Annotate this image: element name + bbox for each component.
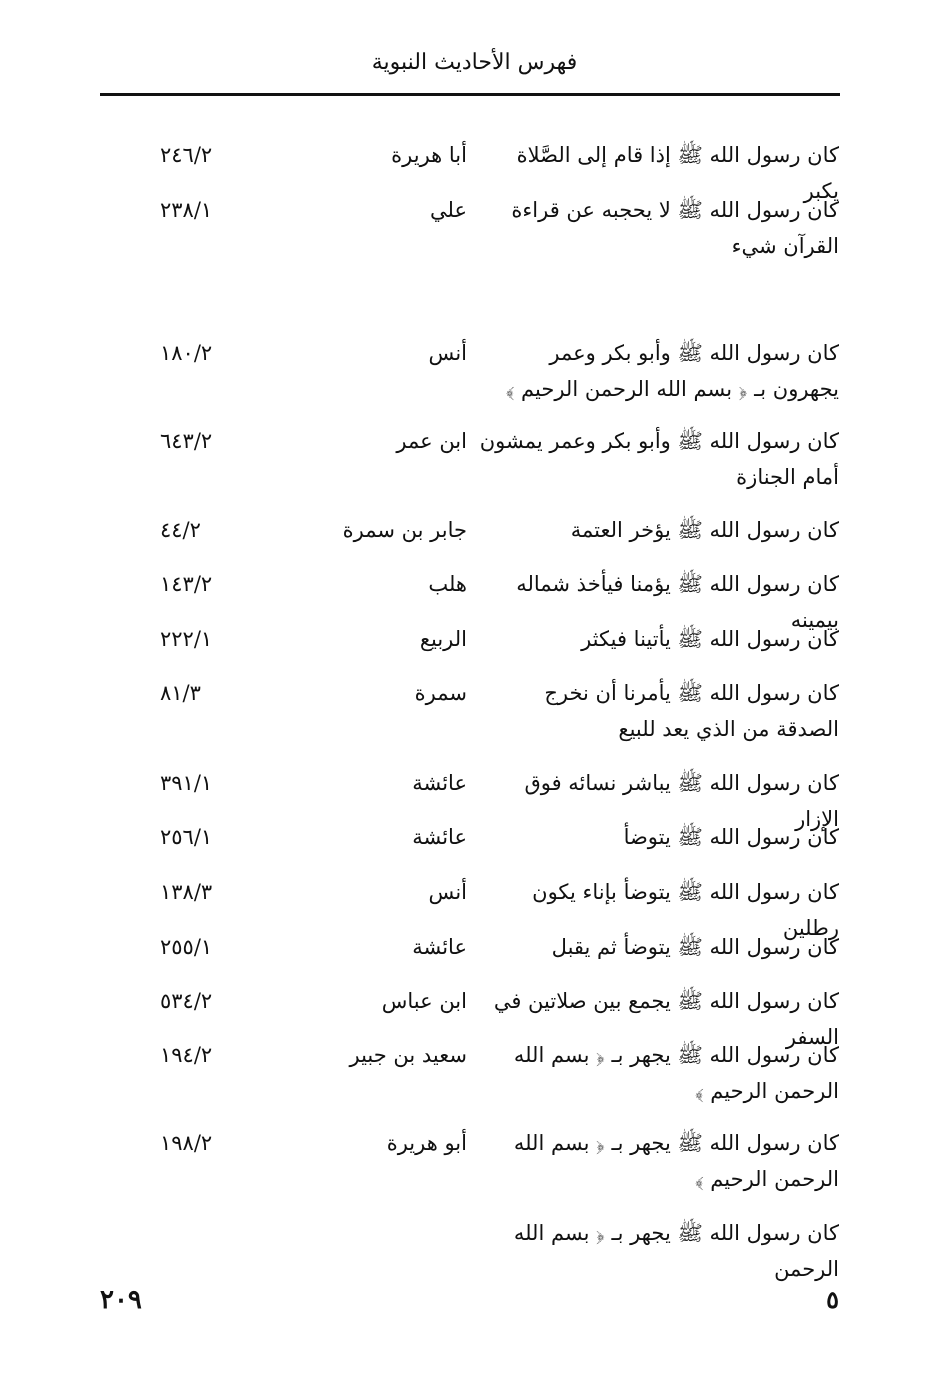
volume-page-ref: ١٨٠/٢ bbox=[160, 341, 213, 365]
hadith-text: كان رسول الله ﷺ يباشر نسائه فوق الإزار bbox=[524, 771, 839, 831]
volume-page-ref: ٢٣٨/١ bbox=[160, 198, 213, 222]
hadith-text: كان رسول الله ﷺ يتوضأ bbox=[623, 825, 839, 849]
narrator: سمرة bbox=[414, 681, 467, 705]
index-entry bbox=[0, 192, 949, 272]
page-number: ٢٠٩ bbox=[100, 1285, 142, 1315]
hadith-text: كان رسول الله ﷺ يؤخر العتمة bbox=[570, 518, 839, 542]
volume-page-ref: ٤٤/٢ bbox=[160, 518, 201, 542]
volume-page-ref: ٢٤٦/٢ bbox=[160, 143, 213, 167]
hadith-text: كان رسول الله ﷺ يجمع بين صلاتين في السفر bbox=[493, 989, 839, 1049]
volume-page-ref: ٨١/٣ bbox=[160, 681, 201, 705]
hadith-text: كان رسول الله ﷺ يجهر بـ ﴿ بسم الله الرحمن الرحيم ﴾ bbox=[513, 1043, 839, 1103]
index-entry bbox=[0, 1215, 949, 1295]
hadith-text: كان رسول الله ﷺ وأبو بكر وعمر يمشون أمام الجنازة bbox=[479, 429, 839, 489]
narrator: أبا هريرة bbox=[391, 143, 467, 167]
narrator: أنس bbox=[428, 880, 467, 904]
hadith-text: كان رسول الله ﷺ وأبو بكر وعمر يجهرون بـ ﴿ بسم الله الرحمن الرحيم ﴾ bbox=[505, 341, 839, 401]
hadith-text: كان رسول الله ﷺ يؤمنا فيأخذ شماله بيمينه bbox=[516, 572, 839, 632]
volume-page-ref: ١٩٤/٢ bbox=[160, 1043, 213, 1067]
index-entry bbox=[0, 423, 949, 503]
index-entry bbox=[0, 1125, 949, 1205]
narrator: عائشة bbox=[412, 825, 467, 849]
index-entry bbox=[0, 1037, 949, 1117]
narrator: سعيد بن جبير bbox=[349, 1043, 467, 1067]
volume-page-ref: ١٣٨/٣ bbox=[160, 880, 213, 904]
volume-page-ref: ٥٣٤/٢ bbox=[160, 989, 213, 1013]
narrator: عائشة bbox=[412, 771, 467, 795]
index-entry bbox=[0, 335, 949, 415]
narrator: هلب bbox=[428, 572, 467, 596]
narrator: ابن عمر bbox=[396, 429, 467, 453]
hadith-text: كان رسول الله ﷺ يجهر بـ ﴿ بسم الله الرحمن الرحيم ﴾ bbox=[513, 1131, 839, 1191]
hadith-text: كان رسول الله ﷺ يتوضأ بإناء يكون رطلين bbox=[532, 880, 839, 940]
signature-mark: ٥ bbox=[826, 1285, 839, 1314]
narrator: ابن عباس bbox=[381, 989, 467, 1013]
hadith-text: كان رسول الله ﷺ يجهر بـ ﴿ بسم الله الرحمن bbox=[513, 1221, 839, 1281]
hadith-text: كان رسول الله ﷺ يتوضأ ثم يقبل bbox=[551, 935, 839, 959]
volume-page-ref: ٢٥٥/١ bbox=[160, 935, 213, 959]
narrator: عائشة bbox=[412, 935, 467, 959]
running-title: فهرس الأحاديث النبوية bbox=[371, 50, 578, 75]
hadith-text: كان رسول الله ﷺ يأمرنا أن نخرج الصدقة من الذي يعد للبيع bbox=[544, 681, 839, 741]
narrator: أنس bbox=[428, 341, 467, 365]
volume-page-ref: ٢٢٢/١ bbox=[160, 627, 213, 651]
volume-page-ref: ٢٥٦/١ bbox=[160, 825, 213, 849]
volume-page-ref: ١٩٨/٢ bbox=[160, 1131, 213, 1155]
volume-page-ref: ١٤٣/٢ bbox=[160, 572, 213, 596]
volume-page-ref: ٦٤٣/٢ bbox=[160, 429, 213, 453]
narrator: أبو هريرة bbox=[386, 1131, 467, 1155]
narrator: علي bbox=[430, 198, 467, 222]
volume-page-ref: ٣٩١/١ bbox=[160, 771, 213, 795]
hadith-text: كان رسول الله ﷺ إذا قام إلى الصَّلاة يكبر bbox=[516, 143, 839, 203]
hadith-text: كان رسول الله ﷺ يأتينا فيكثر bbox=[581, 627, 839, 651]
narrator: جابر بن سمرة bbox=[342, 518, 467, 542]
narrator: الربيع bbox=[419, 627, 467, 651]
index-entry bbox=[0, 675, 949, 755]
hadith-text: كان رسول الله ﷺ لا يحجبه عن قراءة القرآن شيء bbox=[511, 198, 839, 258]
